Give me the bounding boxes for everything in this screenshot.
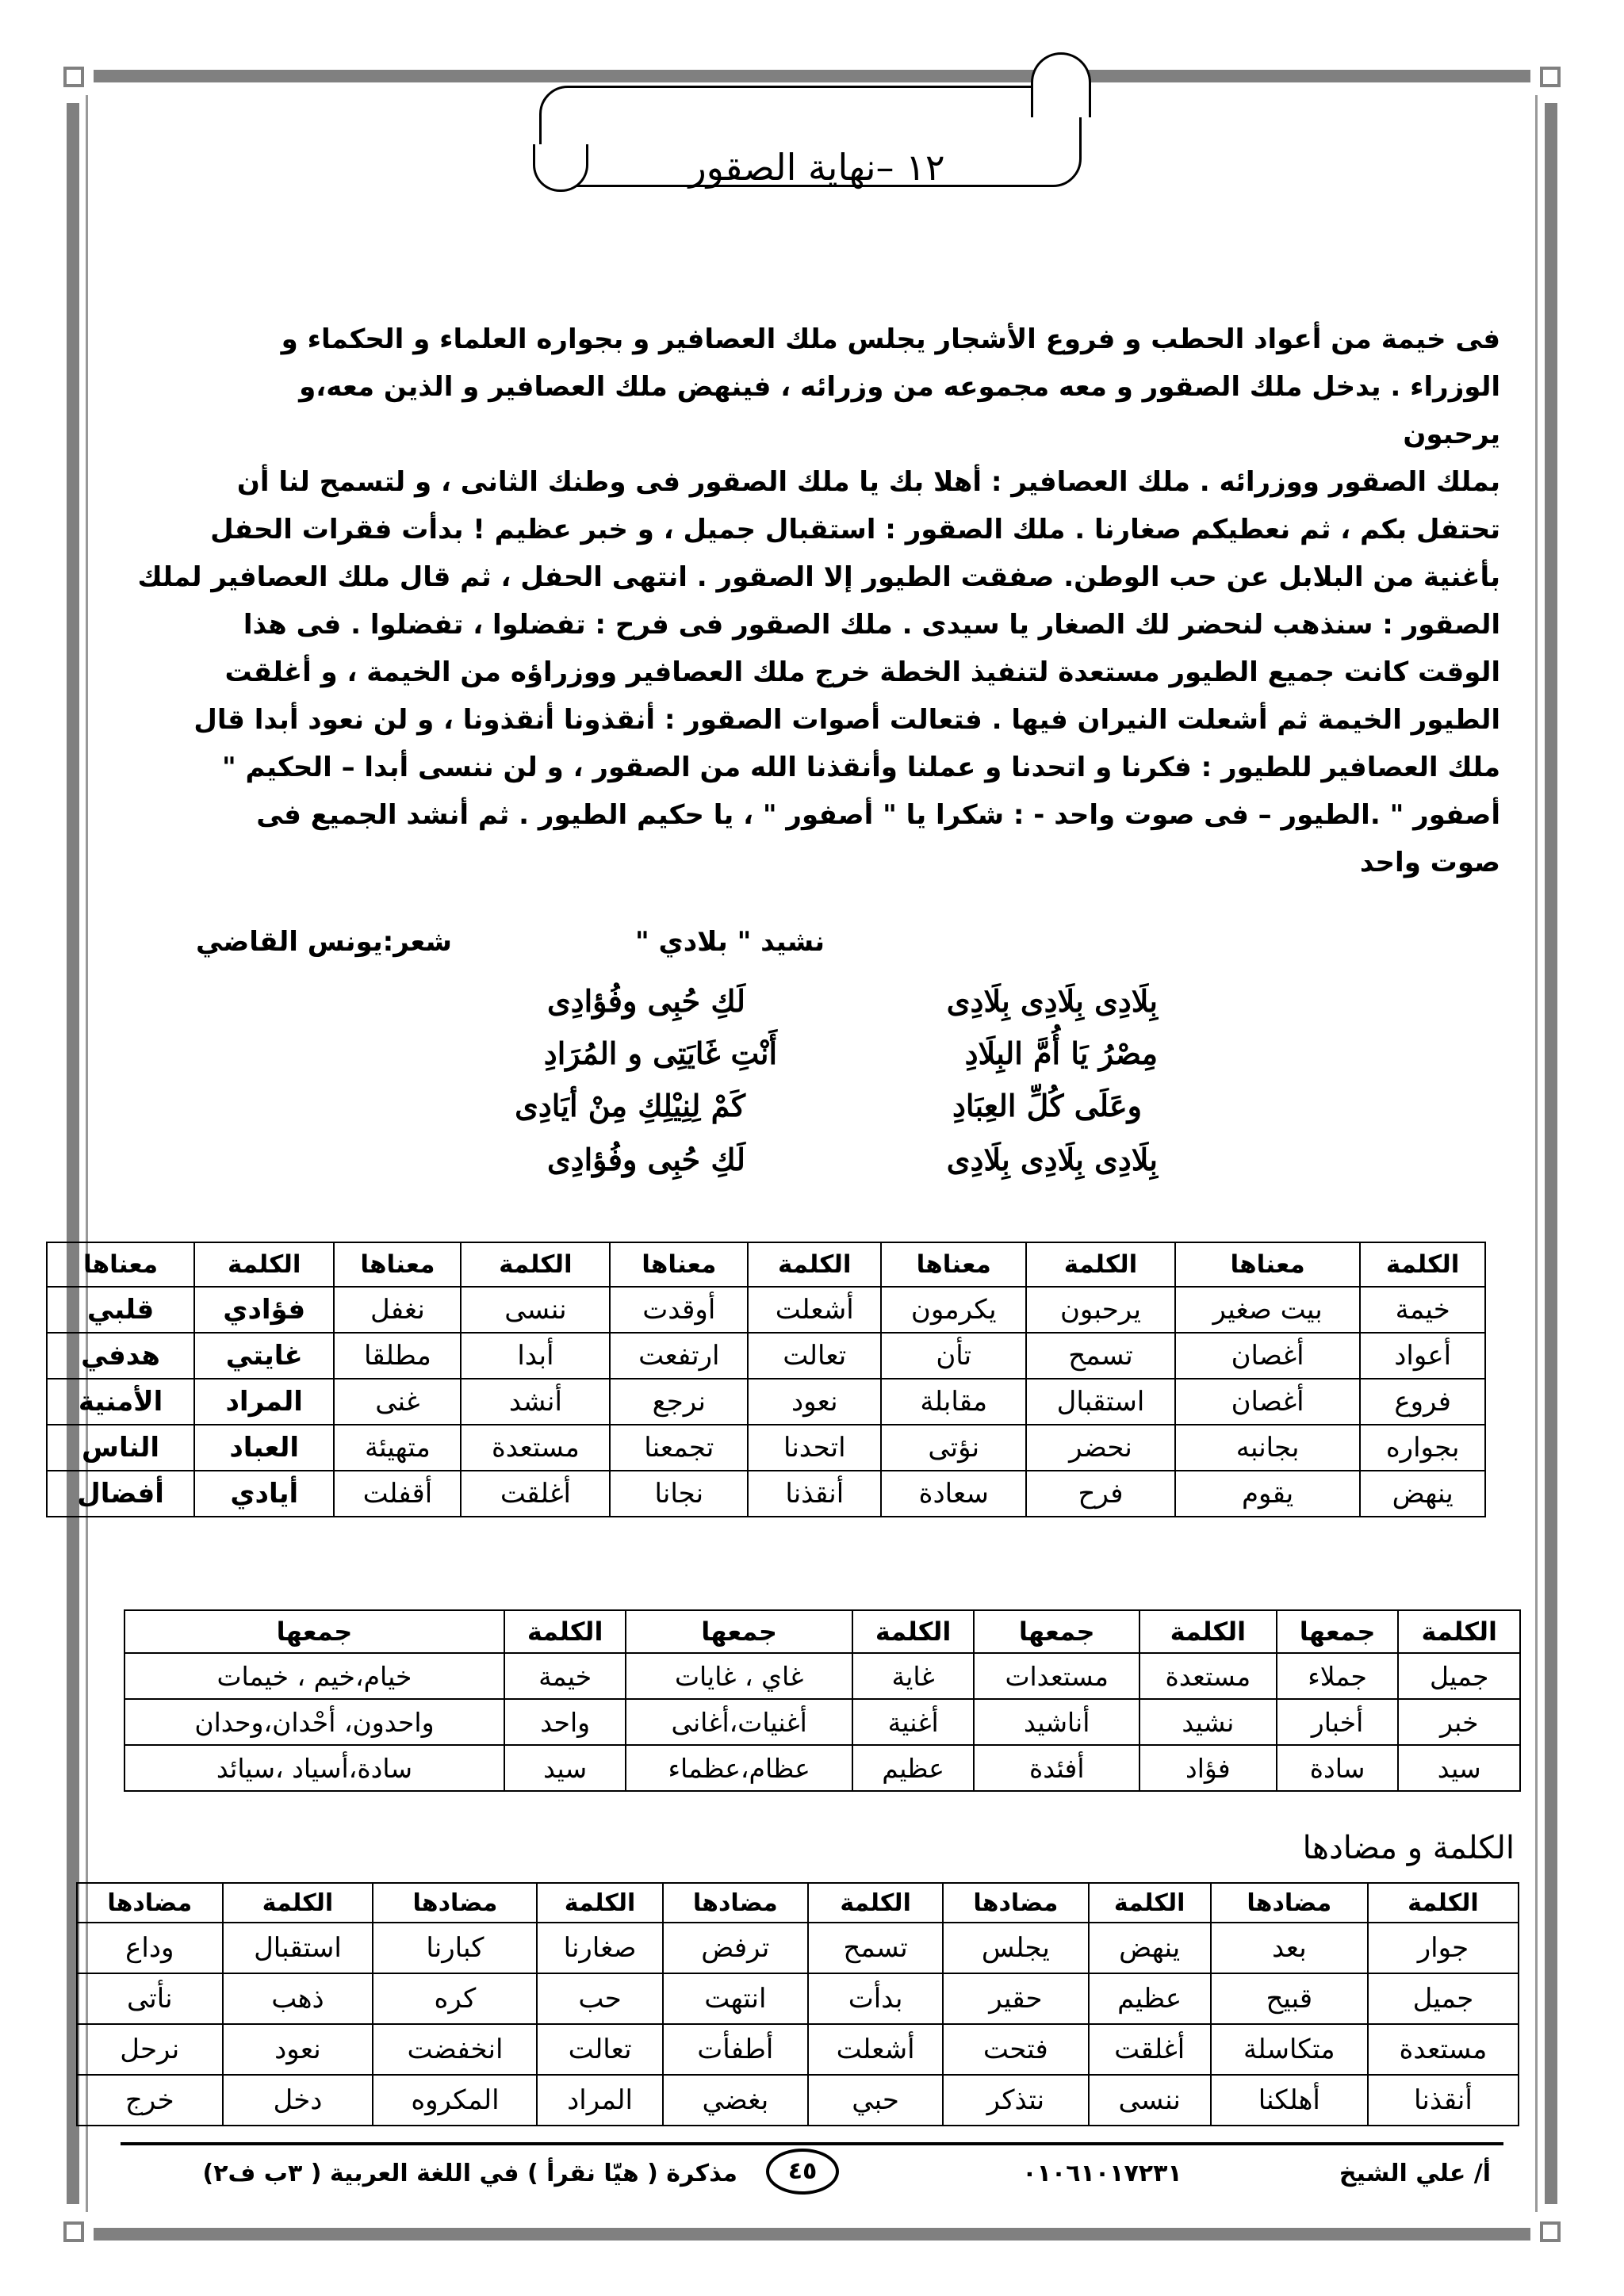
table-cell: يكرمون [881,1287,1026,1333]
table-cell: ارتفعت [610,1333,748,1379]
table-cell: خيام،خيم ، خيمات [124,1653,504,1699]
table-cell: المراد [537,2075,662,2126]
table-cell: ننسى [1089,2075,1211,2126]
table-cell: تعالت [537,2024,662,2075]
table-cell: أغنيات،أغانى [626,1699,852,1745]
table-cell: نغفل [334,1287,461,1333]
table-header-row [77,1883,1519,1923]
col-header: جمعها [626,1610,852,1653]
scroll-roll [1031,52,1091,117]
col-header: الكلمة [537,1883,662,1923]
col-header: جمعها [974,1610,1139,1653]
table-cell: واحدون، أحْدان،وحدان [124,1699,504,1745]
table-cell: أنقذنا [748,1471,881,1517]
poet-name: شعر:يونس القاضي [195,926,452,958]
story-line: بأغنية من البلابل عن حب الوطن. صفقت الطيور إلا الصقور . انتهى الحفل ، ثم قال ملك العصافير لملك [137,561,1500,593]
verse-left: لَكِ حُبِى وفُؤادِى [546,983,745,1019]
table-cell: مستعدة [1368,2024,1519,2075]
col-header: الكلمة [1368,1883,1519,1923]
col-header: الكلمة [504,1610,626,1653]
table-cell: نرحل [77,2024,223,2075]
col-header: معناها [881,1242,1026,1287]
footer-author: أ/ علي الشيخ [1339,2160,1491,2187]
story-line: أصفور " .الطيور – فى صوت واحد - : شكرا يا " أصفور " ، يا حكيم الطيور . ثم أنشد الجميع فى [256,799,1500,831]
table-cell: أفئدة [974,1745,1139,1791]
table-cell: أقفلت [334,1471,461,1517]
table-cell: متكاسلة [1211,2024,1368,2075]
col-header: معناها [610,1242,748,1287]
table-cell: بجانبه [1175,1425,1361,1471]
col-header: الكلمة [1139,1610,1277,1653]
table-cell: حقير [943,1973,1088,2024]
table-cell: واحد [504,1699,626,1745]
table-cell: خيمة [1360,1287,1485,1333]
table-cell: أبدا [461,1333,610,1379]
table-cell: نتذكر [943,2075,1088,2126]
table-cell: جميل [1398,1653,1520,1699]
frame-corner-bl [63,2221,84,2242]
table-cell: مستعدة [1139,1653,1277,1699]
col-header: الكلمة [852,1610,975,1653]
antonyms-section-title: الكلمة و مضادها [1302,1830,1515,1866]
meanings-table [46,1242,1486,1517]
story-line: تحتفل بكم ، ثم نعطيكم صغارنا . ملك الصقور : استقبال جميل ، و خبر عظيم ! بدأت فقرات الحفل [210,514,1500,545]
table-cell: ينهض [1360,1471,1485,1517]
table-cell: المراد [194,1379,334,1425]
table-cell: المكروه [373,2075,537,2126]
table-cell: أغلقت [461,1471,610,1517]
table-cell: غايتي [194,1333,334,1379]
table-cell: أغصان [1175,1333,1361,1379]
verse-left: لَكِ حُبِى وفُؤادِى [546,1142,745,1177]
table-cell: نعود [223,2024,373,2075]
table-cell: سادة،أسياد ،سيائد [124,1745,504,1791]
table-row [124,1699,1520,1745]
table-cell: يجلس [943,1923,1088,1973]
col-header: الكلمة [748,1242,881,1287]
table-cell: سيد [1398,1745,1520,1791]
table-cell: جميل [1368,1973,1519,2024]
table-cell: بدأت [808,1973,943,2024]
table-cell: نرجع [610,1379,748,1425]
table-cell: جملاء [1277,1653,1399,1699]
frame-corner-tr [1540,67,1561,87]
verse-right: مِصْرُ يَا أُمَّ البِلَادِ [964,1035,1158,1071]
col-header: مضادها [663,1883,808,1923]
table-cell: خيمة [504,1653,626,1699]
col-header: معناها [1175,1242,1361,1287]
table-cell: هدفي [47,1333,194,1379]
table-cell: أشعلت [748,1287,881,1333]
table-cell: نحضر [1026,1425,1175,1471]
table-cell: بعد [1211,1923,1368,1973]
footer-book-title: مذكرة ( هيّا نقرأ ) في اللغة العربية ( ٣ب ف٢) [202,2160,737,2187]
table-cell: مستعدات [974,1653,1139,1699]
table-cell: أوقدت [610,1287,748,1333]
story-line: الصقور : سنذهب لنحضر لك الصغار يا سيدى . ملك الصقور فى فرح : تفضلوا ، تفضلوا . فى هذا [243,609,1500,641]
table-row [77,2024,1519,2075]
table-cell: بيت صغير [1175,1287,1361,1333]
table-row [77,2075,1519,2126]
table-cell: فتحت [943,2024,1088,2075]
table-cell: نجانا [610,1471,748,1517]
frame-inner-right-line [1535,95,1538,2212]
table-cell: كبارنا [373,1923,537,1973]
table-cell: اتحدنا [748,1425,881,1471]
table-cell: سعادة [881,1471,1026,1517]
table-cell: خرج [77,2075,223,2126]
story-line: فى خيمة من أعواد الحطب و فروع الأشجار يجلس ملك العصافير و بجواره العلماء و الحكماء و [281,323,1500,355]
col-header: الكلمة [1360,1242,1485,1287]
table-row [77,1923,1519,1973]
table-cell: مقابلة [881,1379,1026,1425]
table-cell: أشعلت [808,2024,943,2075]
table-cell: قلبي [47,1287,194,1333]
table-cell: نأتى [77,1973,223,2024]
verse-right: بِلَادِى بِلَادِى بِلَادِى [946,983,1158,1019]
table-row [47,1471,1485,1517]
table-cell: أغنية [852,1699,975,1745]
story-line: بملك الصقور ووزرائه . ملك العصافير : أهلا بك يا ملك الصقور فى وطنك الثانى ، و لتسمح لنا أن [236,466,1500,498]
col-header: معناها [334,1242,461,1287]
table-cell: بجواره [1360,1425,1485,1471]
table-cell: تعالت [748,1333,881,1379]
col-header: الكلمة [194,1242,334,1287]
table-cell: أناشيد [974,1699,1139,1745]
col-header: جمعها [1277,1610,1399,1653]
table-cell: استقبال [223,1923,373,1973]
table-cell: انتهت [663,1973,808,2024]
table-cell: فؤاد [1139,1745,1277,1791]
col-header: الكلمة [1398,1610,1520,1653]
table-cell: بغضي [663,2075,808,2126]
table-header-row [47,1242,1485,1287]
table-cell: أنقذنا [1368,2075,1519,2126]
table-cell: أنشد [461,1379,610,1425]
table-cell: أغصان [1175,1379,1361,1425]
plurals-table [124,1609,1521,1792]
table-header-row [124,1610,1520,1653]
story-line: الوزراء . يدخل ملك الصقور و معه مجموعه من وزرائه ، فينهض ملك العصافير و الذين معه،و [299,371,1500,403]
table-cell: تجمعنا [610,1425,748,1471]
table-cell: خبر [1398,1699,1520,1745]
col-header: جمعها [124,1610,504,1653]
frame-right-bar [1545,103,1557,2204]
table-cell: سادة [1277,1745,1399,1791]
story-line: الطيور الخيمة ثم أشعلت النيران فيها . فتعالت أصوات الصقور : أنقذونا أنقذونا ، و لن نعود أبدا قال [193,704,1500,736]
table-cell: متهيئة [334,1425,461,1471]
antonyms-table [76,1882,1519,2126]
col-header: الكلمة [461,1242,610,1287]
story-line: ملك العصافير للطيور : فكرنا و اتحدنا و عملنا وأنقذنا الله من الصقور ، و لن ننسى أبدا – الحكيم " [221,752,1500,783]
table-row [47,1333,1485,1379]
table-cell: تسمح [808,1923,943,1973]
table-cell: سيد [504,1745,626,1791]
table-cell: ننسى [461,1287,610,1333]
table-row [47,1379,1485,1425]
col-header: مضادها [1211,1883,1368,1923]
table-cell: يرحبون [1026,1287,1175,1333]
page-number: ٤٥ [766,2149,839,2195]
table-cell: وداع [77,1923,223,1973]
table-cell: جوار [1368,1923,1519,1973]
table-cell: فرح [1026,1471,1175,1517]
col-header: الكلمة [223,1883,373,1923]
table-cell: مستعدة [461,1425,610,1471]
table-cell: تأن [881,1333,1026,1379]
table-cell: نعود [748,1379,881,1425]
table-cell: غاي ، غايات [626,1653,852,1699]
table-cell: عظيم [1089,1973,1211,2024]
frame-corner-tl [63,67,84,87]
table-cell: أهلكنا [1211,2075,1368,2126]
table-cell: أخبار [1277,1699,1399,1745]
verse-left: كَمْ لِنِيْلِكِ مِنْ أيَادِى [515,1088,745,1123]
verse-right: وعَلَى كُلِّ العِبَادِ [952,1088,1142,1123]
table-cell: أعواد [1360,1333,1485,1379]
frame-bottom-bar [94,2228,1530,2241]
poem-heading: نشيد " بلادي " [634,926,825,958]
table-cell: غنى [334,1379,461,1425]
table-cell: تسمح [1026,1333,1175,1379]
col-header: الكلمة [808,1883,943,1923]
table-row [47,1287,1485,1333]
verse-right: بِلَادِى بِلَادِى بِلَادِى [946,1142,1158,1177]
table-cell: العباد [194,1425,334,1471]
col-header: مضادها [943,1883,1088,1923]
story-line: يرحبون [1403,419,1500,450]
col-header: معناها [47,1242,194,1287]
table-cell: حبي [808,2075,943,2126]
table-cell: غاية [852,1653,975,1699]
table-cell: دخل [223,2075,373,2126]
table-row [47,1425,1485,1471]
table-cell: ذهب [223,1973,373,2024]
table-cell: نؤتى [881,1425,1026,1471]
table-cell: نشيد [1139,1699,1277,1745]
table-cell: عظام،عظماء [626,1745,852,1791]
story-paragraph [76,316,1500,886]
story-line: صوت واحد [1359,847,1500,878]
table-cell: فروع [1360,1379,1485,1425]
table-cell: يقوم [1175,1471,1361,1517]
table-row [124,1653,1520,1699]
lesson-title: ١٢ –نهاية الصقور [688,146,945,189]
table-cell: كره [373,1973,537,2024]
table-cell: أيادي [194,1471,334,1517]
table-cell: الناس [47,1425,194,1471]
table-cell: استقبال [1026,1379,1175,1425]
col-header: مضادها [77,1883,223,1923]
verse-left: أَنْتِ غَايَتِى و المُرَادِ [543,1035,777,1071]
table-cell: أغلقت [1089,2024,1211,2075]
table-cell: مطلقا [334,1333,461,1379]
footer-phone: ٠١٠٦١٠١٧٢٣١ [1022,2160,1182,2187]
table-row [77,1973,1519,2024]
table-cell: حب [537,1973,662,2024]
title-scroll [539,52,1094,187]
table-cell: الأمنية [47,1379,194,1425]
table-cell: صغارنا [537,1923,662,1973]
col-header: مضادها [373,1883,537,1923]
table-cell: ينهض [1089,1923,1211,1973]
frame-corner-br [1540,2221,1561,2242]
table-cell: عظيم [852,1745,975,1791]
story-line: الوقت كانت جميع الطيور مستعدة لتنفيذ الخطة خرج ملك العصافير ووزراؤه من الخيمة ، و أغلقت [224,656,1500,688]
footer-rule [121,2142,1503,2145]
col-header: الكلمة [1026,1242,1175,1287]
table-cell: انخفضت [373,2024,537,2075]
col-header: الكلمة [1089,1883,1211,1923]
table-cell: أفضال [47,1471,194,1517]
table-cell: ترفض [663,1923,808,1973]
table-row [124,1745,1520,1791]
table-cell: أطفأت [663,2024,808,2075]
table-cell: فؤادي [194,1287,334,1333]
table-cell: قبيح [1211,1973,1368,2024]
